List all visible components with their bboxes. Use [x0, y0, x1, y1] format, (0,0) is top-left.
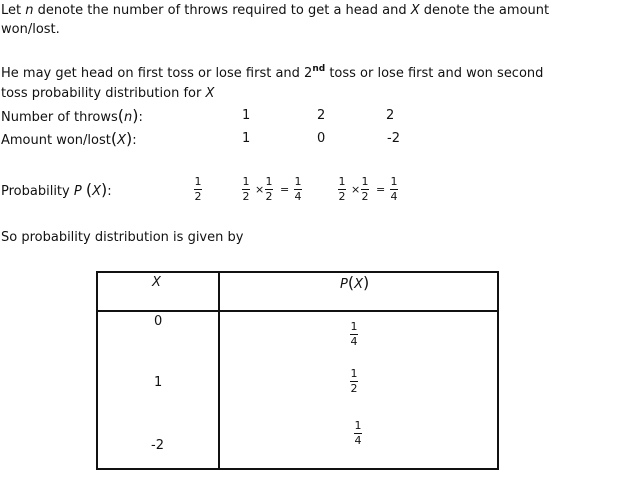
times-sign: × [351, 183, 361, 196]
table-p-value: 1 4 [354, 419, 362, 447]
variable-x: X [205, 86, 215, 101]
amount-value-2: 0 [317, 131, 326, 146]
variable-n: n [124, 110, 133, 125]
throws-value-2: 2 [317, 108, 326, 123]
table-header-divider [96, 310, 499, 312]
superscript-nd: nd [312, 64, 326, 74]
amount-value-3: -2 [387, 131, 400, 146]
fraction-one-half: 1 2 [194, 175, 202, 203]
intro-line-1 [1, 3, 549, 18]
equals-sign: = [280, 183, 290, 196]
times-sign: × [255, 183, 265, 196]
para2-text-b: toss or lose first and won second [329, 66, 544, 81]
throws-value-3: 2 [386, 108, 395, 123]
probability-label: Probability P (X): [1, 180, 112, 199]
amount-value-1: 1 [242, 131, 251, 146]
variable-x: X [117, 133, 127, 148]
table-x-value: 1 [154, 375, 163, 390]
variable-x: X [92, 184, 102, 199]
equals-sign: = [376, 183, 386, 196]
fraction-one-quarter: 1 4 [390, 175, 398, 203]
fraction-one-half: 1 2 [361, 175, 369, 203]
variable-x: X [410, 3, 420, 18]
table-x-value: -2 [151, 438, 164, 453]
fraction-one-half: 1 2 [338, 175, 346, 203]
fraction-one-quarter: 1 4 [294, 175, 302, 203]
para2-line-1 [1, 66, 543, 81]
intro-text-c: denote the amount [423, 3, 550, 18]
summary-text: So probability distribution is given by [1, 230, 244, 245]
table-header-x: X [152, 275, 161, 290]
intro-line-2: won/lost. [1, 22, 60, 37]
throws-value-1: 1 [242, 108, 251, 123]
table-p-value: 1 2 [350, 367, 358, 395]
variable-p: P [73, 184, 82, 199]
throws-label: Number of throws(n): [1, 106, 143, 125]
para2-text-a: He may get head on first toss or lose first and 2 [1, 66, 313, 81]
table-x-value: 0 [154, 314, 163, 329]
para2-text-c: toss probability distribution for [1, 86, 202, 101]
intro-text-b: denote the number of throws required to get a head and [37, 3, 407, 18]
amount-label: Amount won/lost(X): [1, 129, 137, 148]
variable-n: n [25, 3, 34, 18]
intro-text-a: Let [1, 3, 22, 18]
table-p-value: 1 4 [350, 320, 358, 348]
fraction-one-half: 1 2 [265, 175, 273, 203]
table-column-divider [218, 271, 220, 470]
para2-line-2 [1, 86, 214, 101]
fraction-one-half: 1 2 [242, 175, 250, 203]
table-header-p: P(X) [340, 273, 370, 292]
